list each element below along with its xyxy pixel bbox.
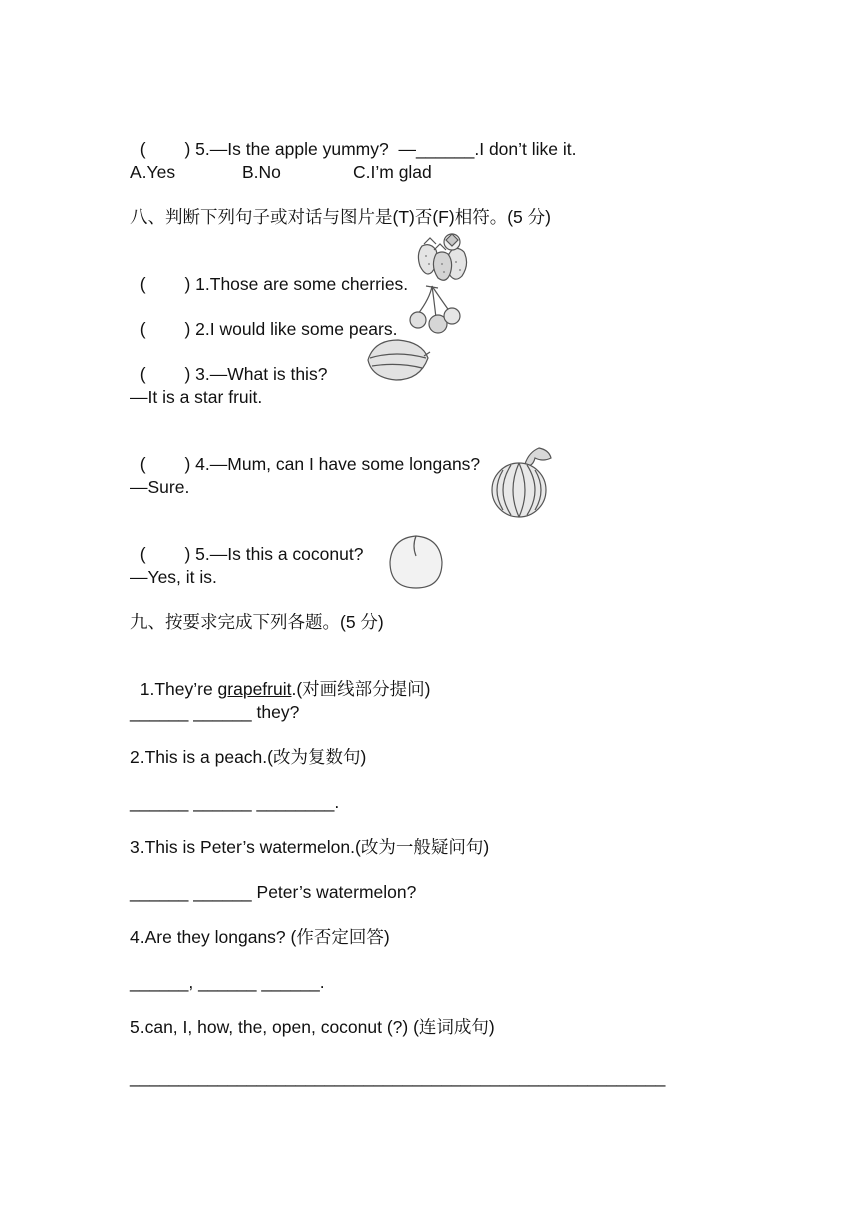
s9-q5: 5.can, I, how, the, open, coconut (?) (连词成句) [130,1017,495,1037]
answer-paren: ( ) [139,274,191,294]
question-text: 5.—Is the apple yummy? — [190,139,416,159]
s8-item-3-answer: —It is a star fruit. [130,387,263,407]
peach-icon [386,530,446,592]
section-9-heading: 九、按要求完成下列各题。(5 分) [130,612,384,632]
item-text: 4.—Mum, can I have some longans? [190,454,481,474]
s9-q3: 3.This is Peter’s watermelon.(改为一般疑问句) [130,837,490,857]
s9-q2: 2.This is a peach.(改为复数句) [130,747,367,767]
s8-item-5-answer: —Yes, it is. [130,567,217,587]
q1-suffix: .(对画线部分提问) [291,679,431,699]
answer-paren: ( ) [139,319,191,339]
s9-q4-answer: ______, ______ ______. [130,972,325,992]
answer-paren: ( ) [139,544,191,564]
answer-paren: ( ) [139,364,191,384]
cherries-icon [404,284,464,336]
answer-paren: ( ) [139,139,191,159]
s9-q1 [130,656,431,700]
s8-item-3 [130,341,327,385]
s9-q2-answer: ______ ______ ________. [130,792,340,812]
answer-blank: ______ [415,139,475,159]
answer-paren: ( ) [139,454,191,474]
question-text-tail: .I don’t like it. [474,139,577,159]
item-text: 2.I would like some pears. [190,319,398,339]
watermelon-icon [489,444,557,520]
s9-q1-answer: ______ ______ they? [130,702,300,722]
item-text: 1.Those are some cherries. [190,274,409,294]
q1-prefix: 1.They’re [139,679,218,699]
s8-item-4 [130,431,480,475]
s9-q4: 4.Are they longans? (作否定回答) [130,927,390,947]
underlined-word: grapefruit [217,679,292,699]
item-text: 3.—What is this? [190,364,328,384]
s8-item-4-answer: —Sure. [130,477,190,497]
item-text: 5.—Is this a coconut? [190,544,364,564]
s9-q5-answer: _______________________________________________________ [130,1067,666,1087]
section-8-heading: 八、判断下列句子或对话与图片是(T)否(F)相符。(5 分) [130,207,551,227]
q7-item-5 [130,116,577,160]
s9-q3-answer: ______ ______ Peter’s watermelon? [130,882,417,902]
star-fruit-icon [364,336,432,384]
s8-item-1 [130,251,408,295]
option-c: C.I’m glad [353,162,432,182]
strawberries-icon [414,232,478,286]
s8-item-5 [130,521,363,565]
option-a: A.Yes [130,162,176,182]
option-b: B.No [242,162,281,182]
s8-item-2 [130,296,397,340]
